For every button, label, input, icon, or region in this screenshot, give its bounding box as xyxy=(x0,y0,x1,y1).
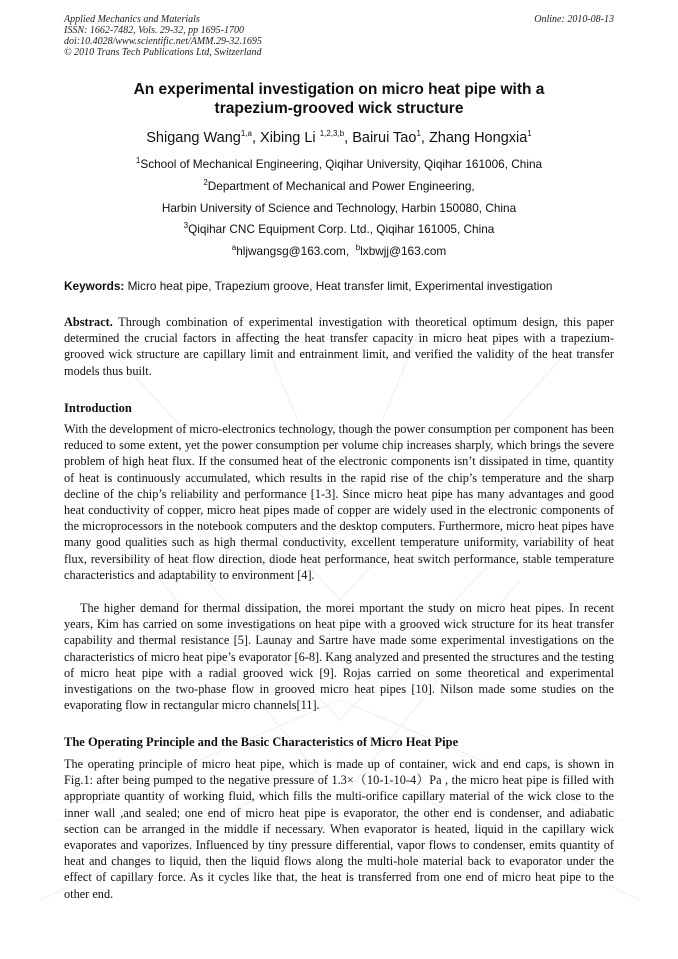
affiliation-sup: 2 xyxy=(203,178,208,188)
author-name: , Xibing Li xyxy=(251,130,320,146)
keywords-text: Micro heat pipe, Trapezium groove, Heat transfer limit, Experimental investigation xyxy=(127,279,553,293)
author-sup: 1,2,3,b xyxy=(319,129,345,139)
journal-name: Applied Mechanics and Materials xyxy=(64,14,200,25)
intro-paragraph-2: The higher demand for thermal dissipation, the morei mportant the study on micro heat pipes. In recent years, Kim has carried on some investigations on heat pipe with a grooved wick structure for its heat transfer capability and thermal resistance [5]. Launay and Sartre have made some experimental investigations on the characteristics of micro heat pipe’s evaporator [6-8]. Kang analyzed and presented the structures and the testing of micro heat pipe with a radial grooved wick [9]. Rojas carried on some theoretical and experimental investigations on the two-phase flow in grooved micro heat pipes [10]. Nilson made some studies on the evaporating flow in rectangular micro channels[11]. xyxy=(64,601,614,713)
affiliation-2-cont: Harbin University of Science and Technology, Harbin 150080, China xyxy=(161,201,517,215)
author-list xyxy=(64,129,614,147)
title-line-1: An experimental investigation on micro heat pipe with a xyxy=(133,81,545,98)
author-sup: 1 xyxy=(527,129,532,139)
author-sup: 1,a xyxy=(240,129,252,139)
author-emails xyxy=(64,244,614,258)
author-name: Shigang Wang xyxy=(146,130,241,146)
author-sup: 1 xyxy=(416,129,421,139)
journal-issn: ISSN: 1662-7482, Vols. 29-32, pp 1695-1700 xyxy=(64,25,244,36)
author-name: , Zhang Hongxia xyxy=(420,130,528,146)
email-sup: a xyxy=(231,243,237,253)
operating-principle-paragraph: The operating principle of micro heat pipe, which is made up of container, wick and end caps, is shown in Fig.1: after being pumped to the negative pressure of 1.3×（10-1-10-4）Pa , the micro heat pipe is filled with appropriate quantity of working fluid, which fills the multi-orifice capillary material of the wick close to the inner wall ,and sealed; one end of micro heat pipe is evaporator, the other end is condenser, and adiabatic section can be arranged in the middle if necessary. When evaporator is heated, liquid in the capillary wick evaporates and vaporizes. Influenced by tiny pressure differential, vapor flows to condenser, emits quantity of heat and changes to liquid, then the liquid flows along the multi-hole material back to evaporator under the effect of capillary force. As it cycles like that, the heat is transferred from one end of micro heat pipe to the other end. xyxy=(64,757,614,901)
journal-header xyxy=(64,14,262,58)
affiliation-text: Qiqihar CNC Equipment Corp. Ltd., Qiqihar 161005, China xyxy=(188,222,495,236)
abstract-label: Abstract. xyxy=(64,315,113,329)
affiliation-sup: 3 xyxy=(183,221,189,231)
affiliation-text: School of Mechanical Engineering, Qiqihar University, Qiqihar 161006, China xyxy=(140,157,543,171)
keywords xyxy=(64,279,616,293)
affiliation-1 xyxy=(64,157,614,171)
abstract-text: Through combination of experimental investigation with theoretical optimum design, this paper determined the crucial factors in affecting the heat transfer capacity in micro heat pipes with a trapezium-grooved wick structure are capillary limit and entrainment limit, and verified the validity of the heat transfer models thus built. xyxy=(64,315,614,378)
section-heading-operating-principle: The Operating Principle and the Basic Characteristics of Micro Heat Pipe xyxy=(64,735,459,749)
affiliation-2 xyxy=(64,179,614,193)
email-sup: b xyxy=(355,243,361,253)
journal-copyright: © 2010 Trans Tech Publications Ltd, Switzerland xyxy=(64,47,262,58)
intro-paragraph-1: With the development of micro-electronics technology, though the power consumption per component has been reduced to some extent, yet the power consumption per volume chip increases sharply, which brings the severe problem of high heat flux. If the consumed heat of the electronic components isn’t dissipated in time, quantity of heat is continuously accumulated, which results in the rapid rise of the chip’s temperature and the sharp decline of the chip’s reliability and performance [1-3]. Since micro heat pipe has many advantages and good heat conductivity of copper, micro heat pipes made of copper are widely used in the electronic components of the microprocessors in the notebook computers and the desktop computers. Furthermore, micro heat pipes have many good qualities such as high thermal conductivity, excellent temperature uniformity, variability of heat flux, reversibility of heat flow direction, diode heat performance, heat switch performance, stable temperature characteristics and adaptability to environment [4]. xyxy=(64,422,614,582)
email-link-b[interactable]: lxbwjj@163.com xyxy=(360,244,447,258)
online-date: Online: 2010-08-13 xyxy=(534,14,614,25)
affiliation-3 xyxy=(64,222,614,236)
email-link-a[interactable]: hljwangsg@163.com, xyxy=(236,244,350,258)
keywords-label: Keywords: xyxy=(64,279,125,293)
affiliation-text: Department of Mechanical and Power Engineering, xyxy=(207,179,475,193)
abstract xyxy=(64,314,614,379)
journal-doi: doi:10.4028/www.scientific.net/AMM.29-32.1695 xyxy=(64,36,262,47)
section-heading-introduction: Introduction xyxy=(64,401,132,415)
paper-title xyxy=(64,80,614,118)
author-name: , Bairui Tao xyxy=(344,130,417,146)
title-line-2: trapezium-grooved wick structure xyxy=(214,100,464,117)
affiliation-sup: 1 xyxy=(135,156,141,166)
